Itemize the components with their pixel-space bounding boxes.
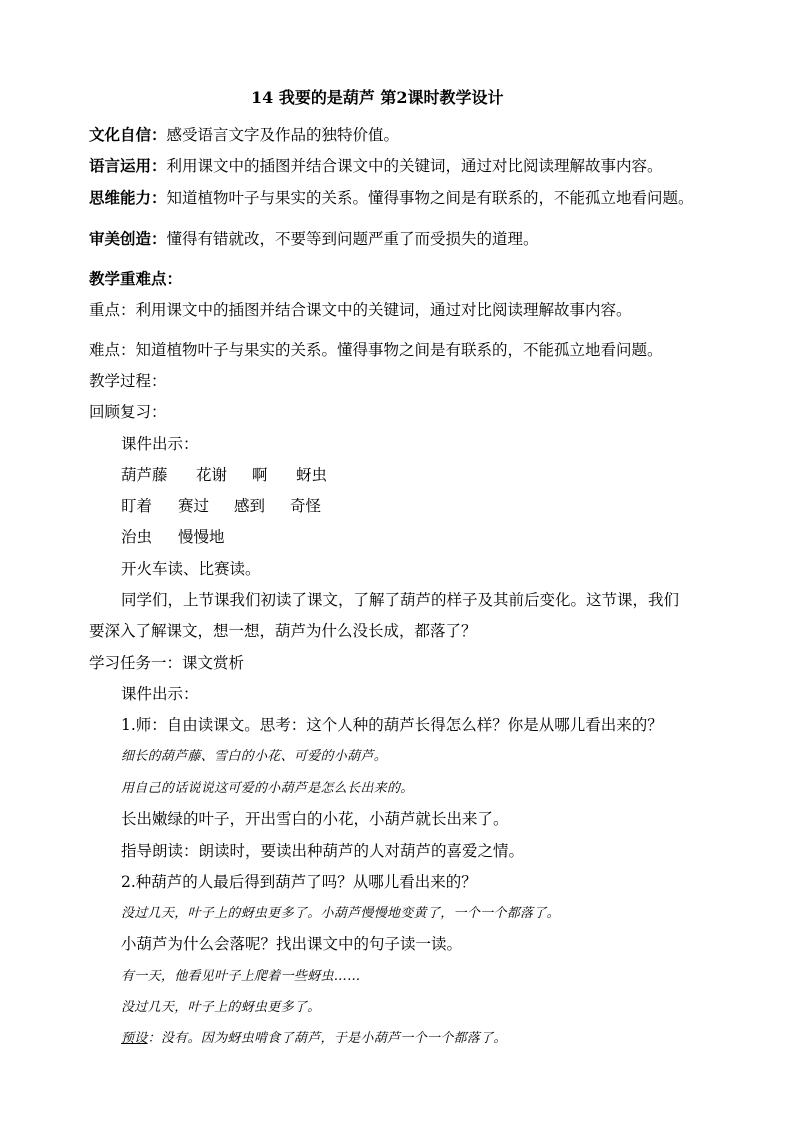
- vocab-word: 啊: [252, 466, 268, 484]
- text-quote: 没过几天，叶子上的蚜虫更多了。: [121, 1000, 321, 1015]
- objective-label: 文化自信：: [89, 125, 167, 144]
- intro-paragraph-line: 同学们，上节课我们初读了课文，了解了葫芦的样子及其前后变化。这节课，我们: [121, 591, 680, 609]
- intro-paragraph-line: 要深入了解课文，想一想，葫芦为什么没长成，都落了？: [89, 622, 477, 640]
- objective-label: 审美创造：: [89, 229, 167, 248]
- objective-thinking: [89, 188, 694, 208]
- objective-label: 语言运用：: [89, 156, 167, 175]
- vocab-word: 葫芦藤: [121, 466, 168, 484]
- courseware-label: 课件出示：: [121, 685, 199, 703]
- key-points-heading: 教学重难点：: [89, 269, 183, 288]
- objective-aesthetic: [89, 229, 539, 249]
- vocab-word: 赛过: [178, 497, 210, 515]
- difficult-point: 难点：知道植物叶子与果实的关系。懂得事物之间是有联系的，不能孤立地看问题。: [89, 341, 663, 359]
- reading-activity: 开火车读、比赛读。: [121, 560, 261, 578]
- vocab-row: [121, 527, 225, 547]
- task-heading: 学习任务一：课文赏析: [89, 654, 245, 672]
- text-quote: 没过几天，叶子上的蚜虫更多了。小葫芦慢慢地变黄了，一个一个都落了。: [121, 906, 560, 921]
- objective-label: 思维能力：: [89, 188, 167, 207]
- objective-text: 利用课文中的插图并结合课文中的关键词，通过对比阅读理解故事内容。: [166, 157, 663, 175]
- reading-guide: 指导朗读：朗读时，要读出种葫芦的人对葫芦的喜爱之情。: [121, 842, 525, 860]
- vocab-word: 慢慢地: [178, 528, 225, 546]
- vocab-word: 治虫: [121, 528, 153, 546]
- vocab-word: 盯着: [121, 497, 153, 515]
- answer-quote: 细长的葫芦藤、雪白的小花、可爱的小葫芦。: [121, 749, 388, 764]
- vocab-word: 奇怪: [290, 497, 322, 515]
- prompt-quote: 用自己的话说说这可爱的小葫芦是怎么长出来的。: [121, 781, 414, 796]
- preset-text: ：没有。因为蚜虫啃食了葫芦，于是小葫芦一个一个都落了。: [147, 1031, 507, 1046]
- objective-language: [89, 156, 663, 176]
- vocab-row: [121, 465, 327, 485]
- key-point: 重点：利用课文中的插图并结合课文中的关键词，通过对比阅读理解故事内容。: [89, 301, 632, 319]
- question-3: 小葫芦为什么会落呢？找出课文中的句子读一读。: [121, 935, 463, 953]
- vocab-word: 感到: [234, 497, 266, 515]
- vocab-word: 花谢: [196, 466, 228, 484]
- page-title: 14 我要的是葫芦 第2课时教学设计: [251, 88, 504, 107]
- objective-text: 知道植物叶子与果实的关系。懂得事物之间是有联系的，不能孤立地看问题。: [166, 189, 694, 207]
- vocab-word: 蚜虫: [296, 466, 328, 484]
- objective-text: 感受语言文字及作品的独特价值。: [166, 126, 400, 144]
- growth-description: 长出嫩绿的叶子，开出雪白的小花，小葫芦就长出来了。: [121, 810, 509, 828]
- courseware-label: 课件出示：: [121, 435, 199, 453]
- text-quote: 有一天，他看见叶子上爬着一些蚜虫……: [121, 969, 361, 984]
- objective-text: 懂得有错就改，不要等到问题严重了而受损失的道理。: [166, 230, 539, 248]
- vocab-row: [121, 496, 321, 516]
- question-2: 2.种葫芦的人最后得到葫芦了吗？从哪儿看出来的？: [121, 873, 477, 891]
- review-heading: 回顾复习：: [89, 403, 167, 421]
- question-1: 1.师：自由读课文。思考：这个人种的葫芦长得怎么样？你是从哪儿看出来的？: [121, 716, 663, 734]
- preset-answer: [121, 1029, 507, 1049]
- process-heading: 教学过程：: [89, 372, 167, 390]
- preset-label: 预设: [121, 1031, 148, 1046]
- objective-culture: [89, 125, 399, 145]
